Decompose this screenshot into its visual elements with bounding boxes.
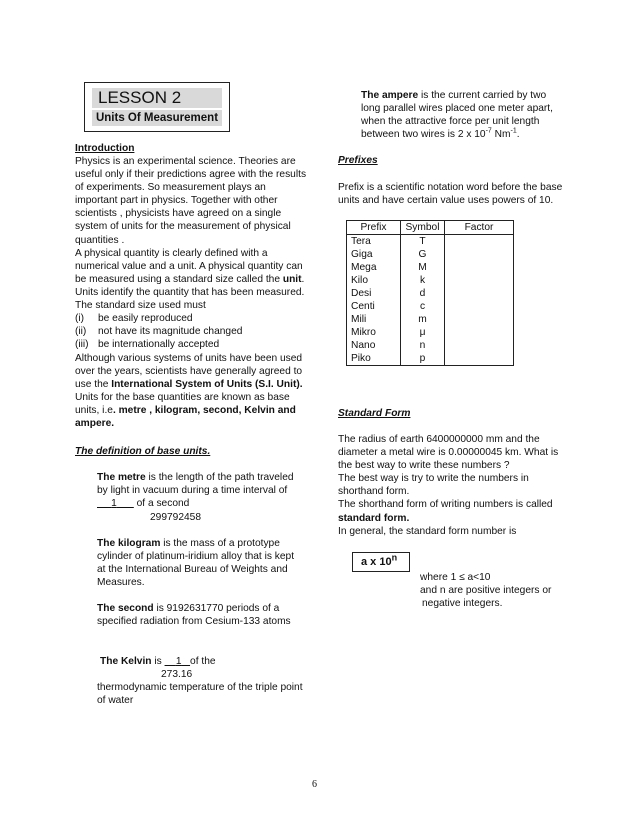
prefix-cell: Mega (347, 261, 401, 274)
prefix-cell: Nano (347, 339, 401, 352)
list-item (75, 312, 307, 325)
kelvin-denominator: 273.16 (161, 669, 193, 680)
kilogram-definition (97, 537, 302, 589)
list-text: be easily reproduced (98, 313, 193, 325)
ampere-end: . (516, 129, 520, 141)
list-item (75, 325, 307, 338)
ampere-definition (361, 89, 566, 141)
metre-denominator: 299792458 (150, 512, 201, 523)
prefix-cell: Desi (347, 287, 401, 300)
list-number: (iii) (75, 339, 89, 351)
second-definition (97, 602, 297, 628)
intro-para4: The standard size used must (75, 300, 206, 312)
condition-1: where 1 ≤ a<10 (420, 572, 491, 583)
symbol-cell: k (401, 274, 445, 287)
formula-exponent: n (391, 552, 398, 563)
table-row (347, 248, 514, 261)
symbol-cell: c (401, 300, 445, 313)
metre-text: is the length of the path traveled by light in vacuum during a time interval of (97, 472, 294, 497)
condition-2: and n are positive integers or (420, 585, 552, 597)
requirements-list (75, 312, 307, 351)
table-row (347, 261, 514, 274)
intro-para2-pre: A physical quantity is clearly defined with a numerical value and a unit. A physical quantity can be measured using a standard size called the (75, 247, 303, 285)
list-number: (ii) (75, 326, 87, 338)
metre-numerator: 1 (111, 498, 117, 510)
base-units-heading: The definition of base units. (75, 446, 211, 457)
standard-form-text (338, 433, 563, 538)
factor-cell (445, 261, 514, 274)
factor-cell (445, 235, 514, 249)
header-prefix: Prefix (347, 221, 401, 235)
factor-cell (445, 274, 514, 287)
table-row (347, 300, 514, 313)
list-item (75, 338, 307, 351)
prefix-cell: Mikro (347, 326, 401, 339)
intro-para1: Physics is an experimental science. Theories are useful only if their predictions agree with the results of experiments. So measurement plays an important part in physics. Together with other scientists , physicists have agreed on a single system of units for the measurement of physical quantities . (75, 156, 307, 246)
prefix-cell: Kilo (347, 274, 401, 287)
kelvin-numerator: 1 (175, 656, 182, 667)
ampere-exponent-1: -7 (485, 127, 492, 135)
prefix-cell: Tera (347, 235, 401, 249)
condition-3: negative integers. (422, 598, 503, 610)
prefix-table-wrapper (346, 220, 514, 366)
table-row (347, 352, 514, 366)
symbol-cell: G (401, 248, 445, 261)
factor-cell (445, 248, 514, 261)
header-factor: Factor (445, 221, 514, 235)
list-text: not have its magnitude changed (98, 326, 243, 338)
second-text: is 9192631770 periods of a specified radiation from Cesium-133 atoms (97, 603, 291, 628)
si-para-mid: Units for the base quantities are known as base units, i.e (75, 392, 290, 417)
si-units-paragraph (75, 352, 307, 431)
table-row (347, 339, 514, 352)
kilogram-term: The kilogram (97, 538, 161, 549)
metre-term: The metre (97, 472, 146, 483)
standard-form-heading: Standard Form (338, 408, 411, 419)
kilogram-text: is the mass of a prototype cylinder of platinum-iridium alloy that is kept at the International Bureau of Weights and Measures. (97, 538, 295, 589)
table-row (347, 326, 514, 339)
ampere-unit: Nm (491, 129, 511, 141)
introduction-heading: Introduction (75, 143, 135, 154)
symbol-cell: T (401, 235, 445, 249)
list-text: be internationally accepted (98, 339, 220, 351)
intro-para2-post: . (301, 273, 305, 285)
prefixes-text: Prefix is a scientific notation word before the base units and have certain value uses powers of 10. (338, 182, 563, 207)
base-units-list: . metre , kilogram, second, Kelvin and ampere. (75, 405, 296, 430)
prefixes-heading: Prefixes (338, 155, 378, 166)
header-symbol: Symbol (401, 221, 445, 235)
ampere-text: is the current carried by two long parallel wires placed one meter apart, when the attractive force per unit length between two wires is 2 x 10 (361, 90, 553, 141)
table-row (347, 313, 514, 326)
symbol-cell: p (401, 352, 445, 366)
kelvin-definition (100, 655, 216, 668)
standard-form-term: standard form. (338, 512, 410, 524)
standard-form-para2: The best way is try to write the numbers in shorthand form. (338, 473, 529, 498)
lesson-title: LESSON 2 (92, 88, 222, 108)
factor-cell (445, 326, 514, 339)
symbol-cell: d (401, 287, 445, 300)
second-term: The second (97, 603, 154, 614)
lesson-subtitle: Units Of Measurement (92, 110, 222, 126)
kelvin-of: of the (190, 656, 216, 667)
metre-after: of a second (133, 498, 190, 510)
prefix-table (346, 220, 514, 366)
factor-cell (445, 300, 514, 313)
factor-cell (445, 339, 514, 352)
standard-form-formula (352, 552, 410, 572)
factor-cell (445, 287, 514, 300)
prefix-cell: Piko (347, 352, 401, 366)
symbol-cell: n (401, 339, 445, 352)
symbol-cell: m (401, 313, 445, 326)
table-row (347, 274, 514, 287)
standard-form-para4: In general, the standard form number is (338, 525, 517, 537)
metre-definition (97, 471, 307, 510)
table-row (347, 287, 514, 300)
unit-term: unit (282, 273, 302, 285)
symbol-cell: μ (401, 326, 445, 339)
kelvin-is: is (151, 656, 165, 667)
formula-conditions (420, 571, 570, 610)
formula-base: a x 10 (361, 556, 392, 568)
symbol-cell: M (401, 261, 445, 274)
prefix-cell: Mili (347, 313, 401, 326)
si-unit-term: International System of Units (S.I. Unit). (111, 379, 303, 391)
prefix-cell: Giga (347, 248, 401, 261)
intro-para3: Units identify the quantity that has been measured. (75, 286, 305, 298)
factor-cell (445, 313, 514, 326)
list-number: (i) (75, 313, 85, 325)
ampere-term: The ampere (361, 90, 419, 101)
kelvin-text: thermodynamic temperature of the triple point of water (97, 682, 303, 707)
intro-paragraph (75, 155, 307, 351)
standard-form-para3: The shorthand form of writing numbers is called (338, 499, 553, 511)
ampere-exponent-2: -1 (510, 127, 517, 135)
si-para-pre: Although various systems of units have been used over the years, scientists have generally agreed to use the (75, 353, 303, 391)
factor-cell (445, 352, 514, 366)
page-number: 6 (312, 779, 317, 790)
lesson-title-box (84, 82, 230, 132)
table-header-row (347, 221, 514, 235)
prefix-cell: Centi (347, 300, 401, 313)
table-row (347, 235, 514, 249)
standard-form-para1: The radius of earth 6400000000 mm and the diameter a metal wire is 0.00000045 km. What is the best way to write these numbers ? (338, 434, 559, 472)
kelvin-term: The Kelvin (100, 656, 152, 667)
